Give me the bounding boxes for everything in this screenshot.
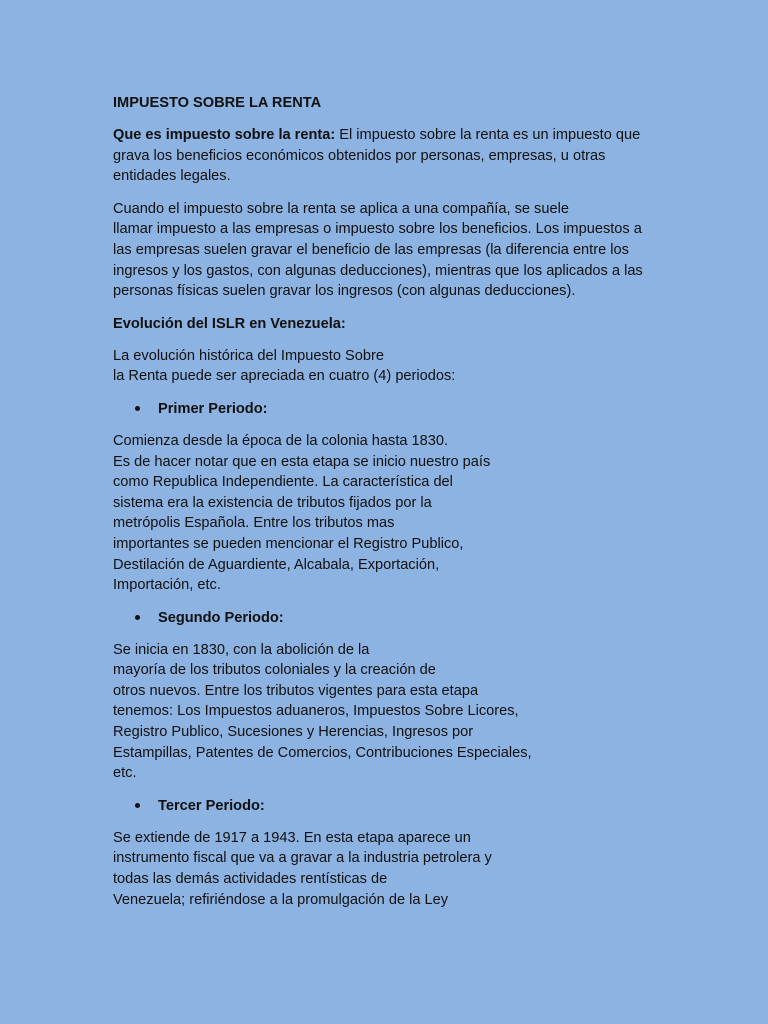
bullet-dot-icon — [135, 803, 140, 808]
paragraph-line: grava los beneficios económicos obtenidos por personas, empresas, u otras — [113, 147, 606, 164]
paragraph-line: instrumento fiscal que va a gravar a la industria petrolera y — [113, 850, 492, 867]
paragraph-line: llamar impuesto a las empresas o impuesto sobre los beneficios. Los impuestos a — [113, 221, 642, 238]
bullet-primer-periodo — [113, 399, 708, 419]
bullet-label: Tercer Periodo: — [158, 797, 265, 814]
document-title: IMPUESTO SOBRE LA RENTA — [113, 95, 322, 111]
paragraph-line: Venezuela; refiriéndose a la promulgación de la Ley — [113, 891, 449, 908]
paragraph-line: todas las demás actividades rentísticas de — [113, 871, 388, 888]
paragraph-evolucion-intro — [113, 346, 708, 387]
bullet-segundo-periodo — [113, 608, 708, 628]
paragraph-line: Importación, etc. — [113, 577, 221, 594]
paragraph-line: Es de hacer notar que en esta etapa se inicio nuestro país — [113, 453, 491, 470]
paragraph-line: Destilación de Aguardiente, Alcabala, Exportación, — [113, 556, 440, 573]
paragraph-line: tenemos: Los Impuestos aduaneros, Impuestos Sobre Licores, — [113, 703, 519, 720]
paragraph-tercer-periodo — [113, 828, 708, 910]
paragraph-line: las empresas suelen gravar el beneficio de las empresas (la diferencia entre los — [113, 241, 629, 258]
paragraph-line: Se extiende de 1917 a 1943. En esta etapa aparece un — [113, 829, 471, 846]
paragraph-line: otros nuevos. Entre los tributos vigentes para esta etapa — [113, 682, 479, 699]
paragraph-primer-periodo — [113, 431, 708, 596]
paragraph-line: la Renta puede ser apreciada en cuatro (4) periodos: — [113, 368, 456, 385]
paragraph-line: importantes se pueden mencionar el Registro Publico, — [113, 535, 464, 552]
paragraph-line: Estampillas, Patentes de Comercios, Contribuciones Especiales, — [113, 744, 532, 761]
section-heading-evolucion: Evolución del ISLR en Venezuela: — [113, 315, 346, 332]
bullet-tercer-periodo — [113, 796, 708, 816]
definition-lead: Que es impuesto sobre la renta: — [113, 127, 336, 143]
paragraph-definition — [113, 125, 708, 187]
paragraph-line: Registro Publico, Sucesiones y Herencias, Ingresos por — [113, 724, 474, 741]
paragraph-line — [113, 125, 708, 146]
paragraph-line: metrópolis Española. Entre los tributos mas — [113, 515, 395, 532]
bullet-label: Segundo Periodo: — [158, 609, 284, 626]
definition-text: El impuesto sobre la renta es un impuesto que — [335, 127, 641, 143]
paragraph-companies — [113, 199, 708, 302]
bullet-dot-icon — [135, 615, 140, 620]
paragraph-line: Se inicia en 1830, con la abolición de la — [113, 641, 370, 658]
bullet-label: Primer Periodo: — [158, 400, 268, 417]
paragraph-line: como Republica Independiente. La característica del — [113, 474, 453, 491]
paragraph-line: sistema era la existencia de tributos fijados por la — [113, 494, 432, 511]
paragraph-line: etc. — [113, 765, 137, 782]
paragraph-segundo-periodo — [113, 640, 708, 784]
paragraph-line: entidades legales. — [113, 168, 231, 185]
paragraph-line: La evolución histórica del Impuesto Sobre — [113, 347, 384, 364]
paragraph-line: ingresos y los gastos, con algunas deducciones), mientras que los aplicados a las — [113, 262, 643, 279]
paragraph-line: personas físicas suelen gravar los ingresos (con algunas deducciones). — [113, 283, 576, 300]
paragraph-line: Cuando el impuesto sobre la renta se aplica a una compañía, se suele — [113, 200, 569, 217]
paragraph-line: mayoría de los tributos coloniales y la creación de — [113, 662, 436, 679]
paragraph-line: Comienza desde la época de la colonia hasta 1830. — [113, 432, 449, 449]
bullet-dot-icon — [135, 406, 140, 411]
